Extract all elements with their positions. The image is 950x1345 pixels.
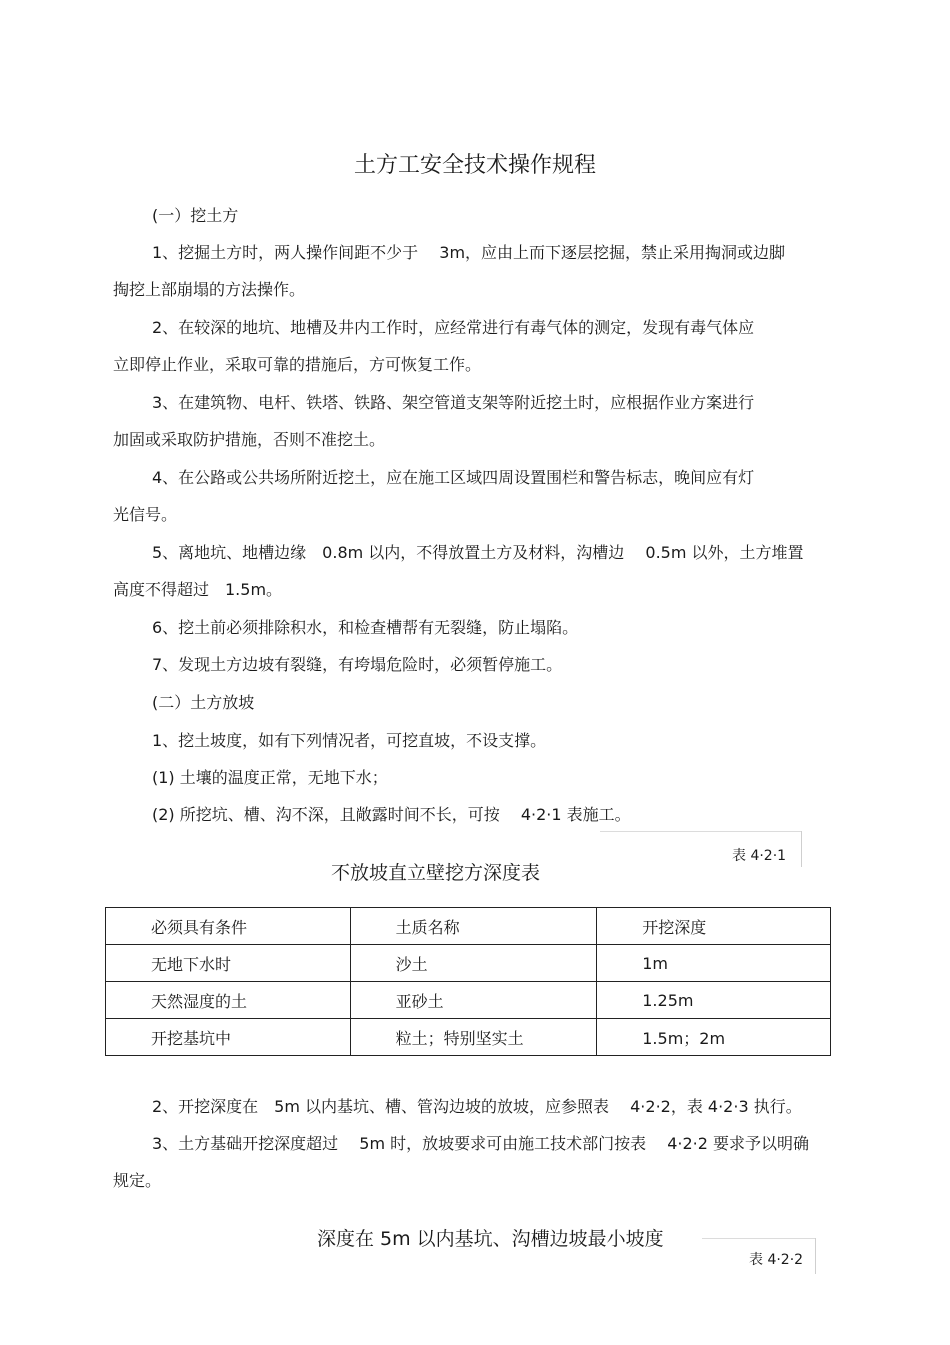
page-title: 土方工安全技术操作规程 (353, 153, 596, 178)
table-row (106, 945, 831, 982)
rule-3-line-2: 加固或采取防护措施，否则不准挖土。 (113, 430, 386, 449)
table-cell: 1.5m；2m (597, 1019, 831, 1056)
table-cell: 1m (597, 945, 831, 982)
rule-1-line-1: 1、挖掘土方时，两人操作间距不少于 3m，应由上而下逐层挖掘，禁止采用掏洞或边脚 (152, 243, 786, 262)
slope-rule-2: 2、开挖深度在 5m 以内基坑、槽、管沟边坡的放坡，应参照表 4·2·2，表 4·2·3 执行。 (152, 1097, 802, 1116)
table-cell: 无地下水时 (106, 945, 351, 982)
table-number-frame-right (815, 1238, 816, 1274)
slope-rule-3-line-2: 规定。 (113, 1171, 162, 1190)
rule-5-line-1: 5、离地坑、地槽边缘 0.8m 以内，不得放置土方及材料，沟槽边 0.5m 以外，土方堆置 (152, 543, 804, 562)
table-cell: 天然湿度的土 (106, 982, 351, 1019)
slope-rule-1: 1、挖土坡度，如有下列情况者，可挖直坡，不设支撑。 (152, 731, 547, 750)
rule-1-line-2: 掏挖上部崩塌的方法操作。 (113, 280, 306, 299)
header-condition: 必须具有条件 (106, 908, 351, 945)
table-number-frame-top (600, 831, 801, 832)
section-heading-slope: (二）土方放坡 (152, 693, 255, 712)
table-title-4-2-2: 深度在 5m 以内基坑、沟槽边坡最小坡度 (317, 1228, 664, 1250)
table-row (106, 1019, 831, 1056)
depth-table (105, 907, 831, 1056)
table-cell: 沙土 (350, 945, 597, 982)
table-row (106, 982, 831, 1019)
header-depth: 开挖深度 (597, 908, 831, 945)
rule-2-line-2: 立即停止作业，采取可靠的措施后，方可恢复工作。 (113, 355, 482, 374)
table-title-4-2-1: 不放坡直立壁挖方深度表 (331, 862, 541, 884)
slope-condition-2: (2) 所挖坑、槽、沟不深，且敞露时间不长，可按 4·2·1 表施工。 (152, 805, 631, 824)
slope-rule-3-line-1: 3、土方基础开挖深度超过 5m 时，放坡要求可由施工技术部门按表 4·2·2 要求予以明确 (152, 1134, 810, 1153)
rule-4-line-1: 4、在公路或公共场所附近挖土，应在施工区域四周设置围栏和警告标志，晚间应有灯 (152, 468, 755, 487)
table-number-4-2-1: 表 4·2·1 (732, 848, 787, 864)
table-number-frame-top (702, 1238, 815, 1239)
table-cell: 1.25m (597, 982, 831, 1019)
header-soil-type: 土质名称 (350, 908, 597, 945)
table-header-row (106, 908, 831, 945)
rule-4-line-2: 光信号。 (113, 505, 178, 524)
table-cell: 亚砂土 (350, 982, 597, 1019)
section-heading-excavation: (一）挖土方 (152, 206, 239, 225)
rule-6: 6、挖土前必须排除积水，和检查槽帮有无裂缝，防止塌陷。 (152, 618, 579, 637)
slope-condition-1: (1) 土壤的温度正常，无地下水； (152, 768, 388, 787)
rule-5-line-2: 高度不得超过 1.5m。 (113, 580, 283, 599)
table-number-frame-right (801, 831, 802, 867)
rule-7: 7、发现土方边坡有裂缝，有垮塌危险时，必须暂停施工。 (152, 655, 563, 674)
table-cell: 开挖基坑中 (106, 1019, 351, 1056)
table-cell: 粒土；特别坚实土 (350, 1019, 597, 1056)
table-number-4-2-2: 表 4·2·2 (749, 1252, 804, 1268)
rule-3-line-1: 3、在建筑物、电杆、铁塔、铁路、架空管道支架等附近挖土时，应根据作业方案进行 (152, 393, 755, 412)
rule-2-line-1: 2、在较深的地坑、地槽及井内工作时，应经常进行有毒气体的测定，发现有毒气体应 (152, 318, 755, 337)
